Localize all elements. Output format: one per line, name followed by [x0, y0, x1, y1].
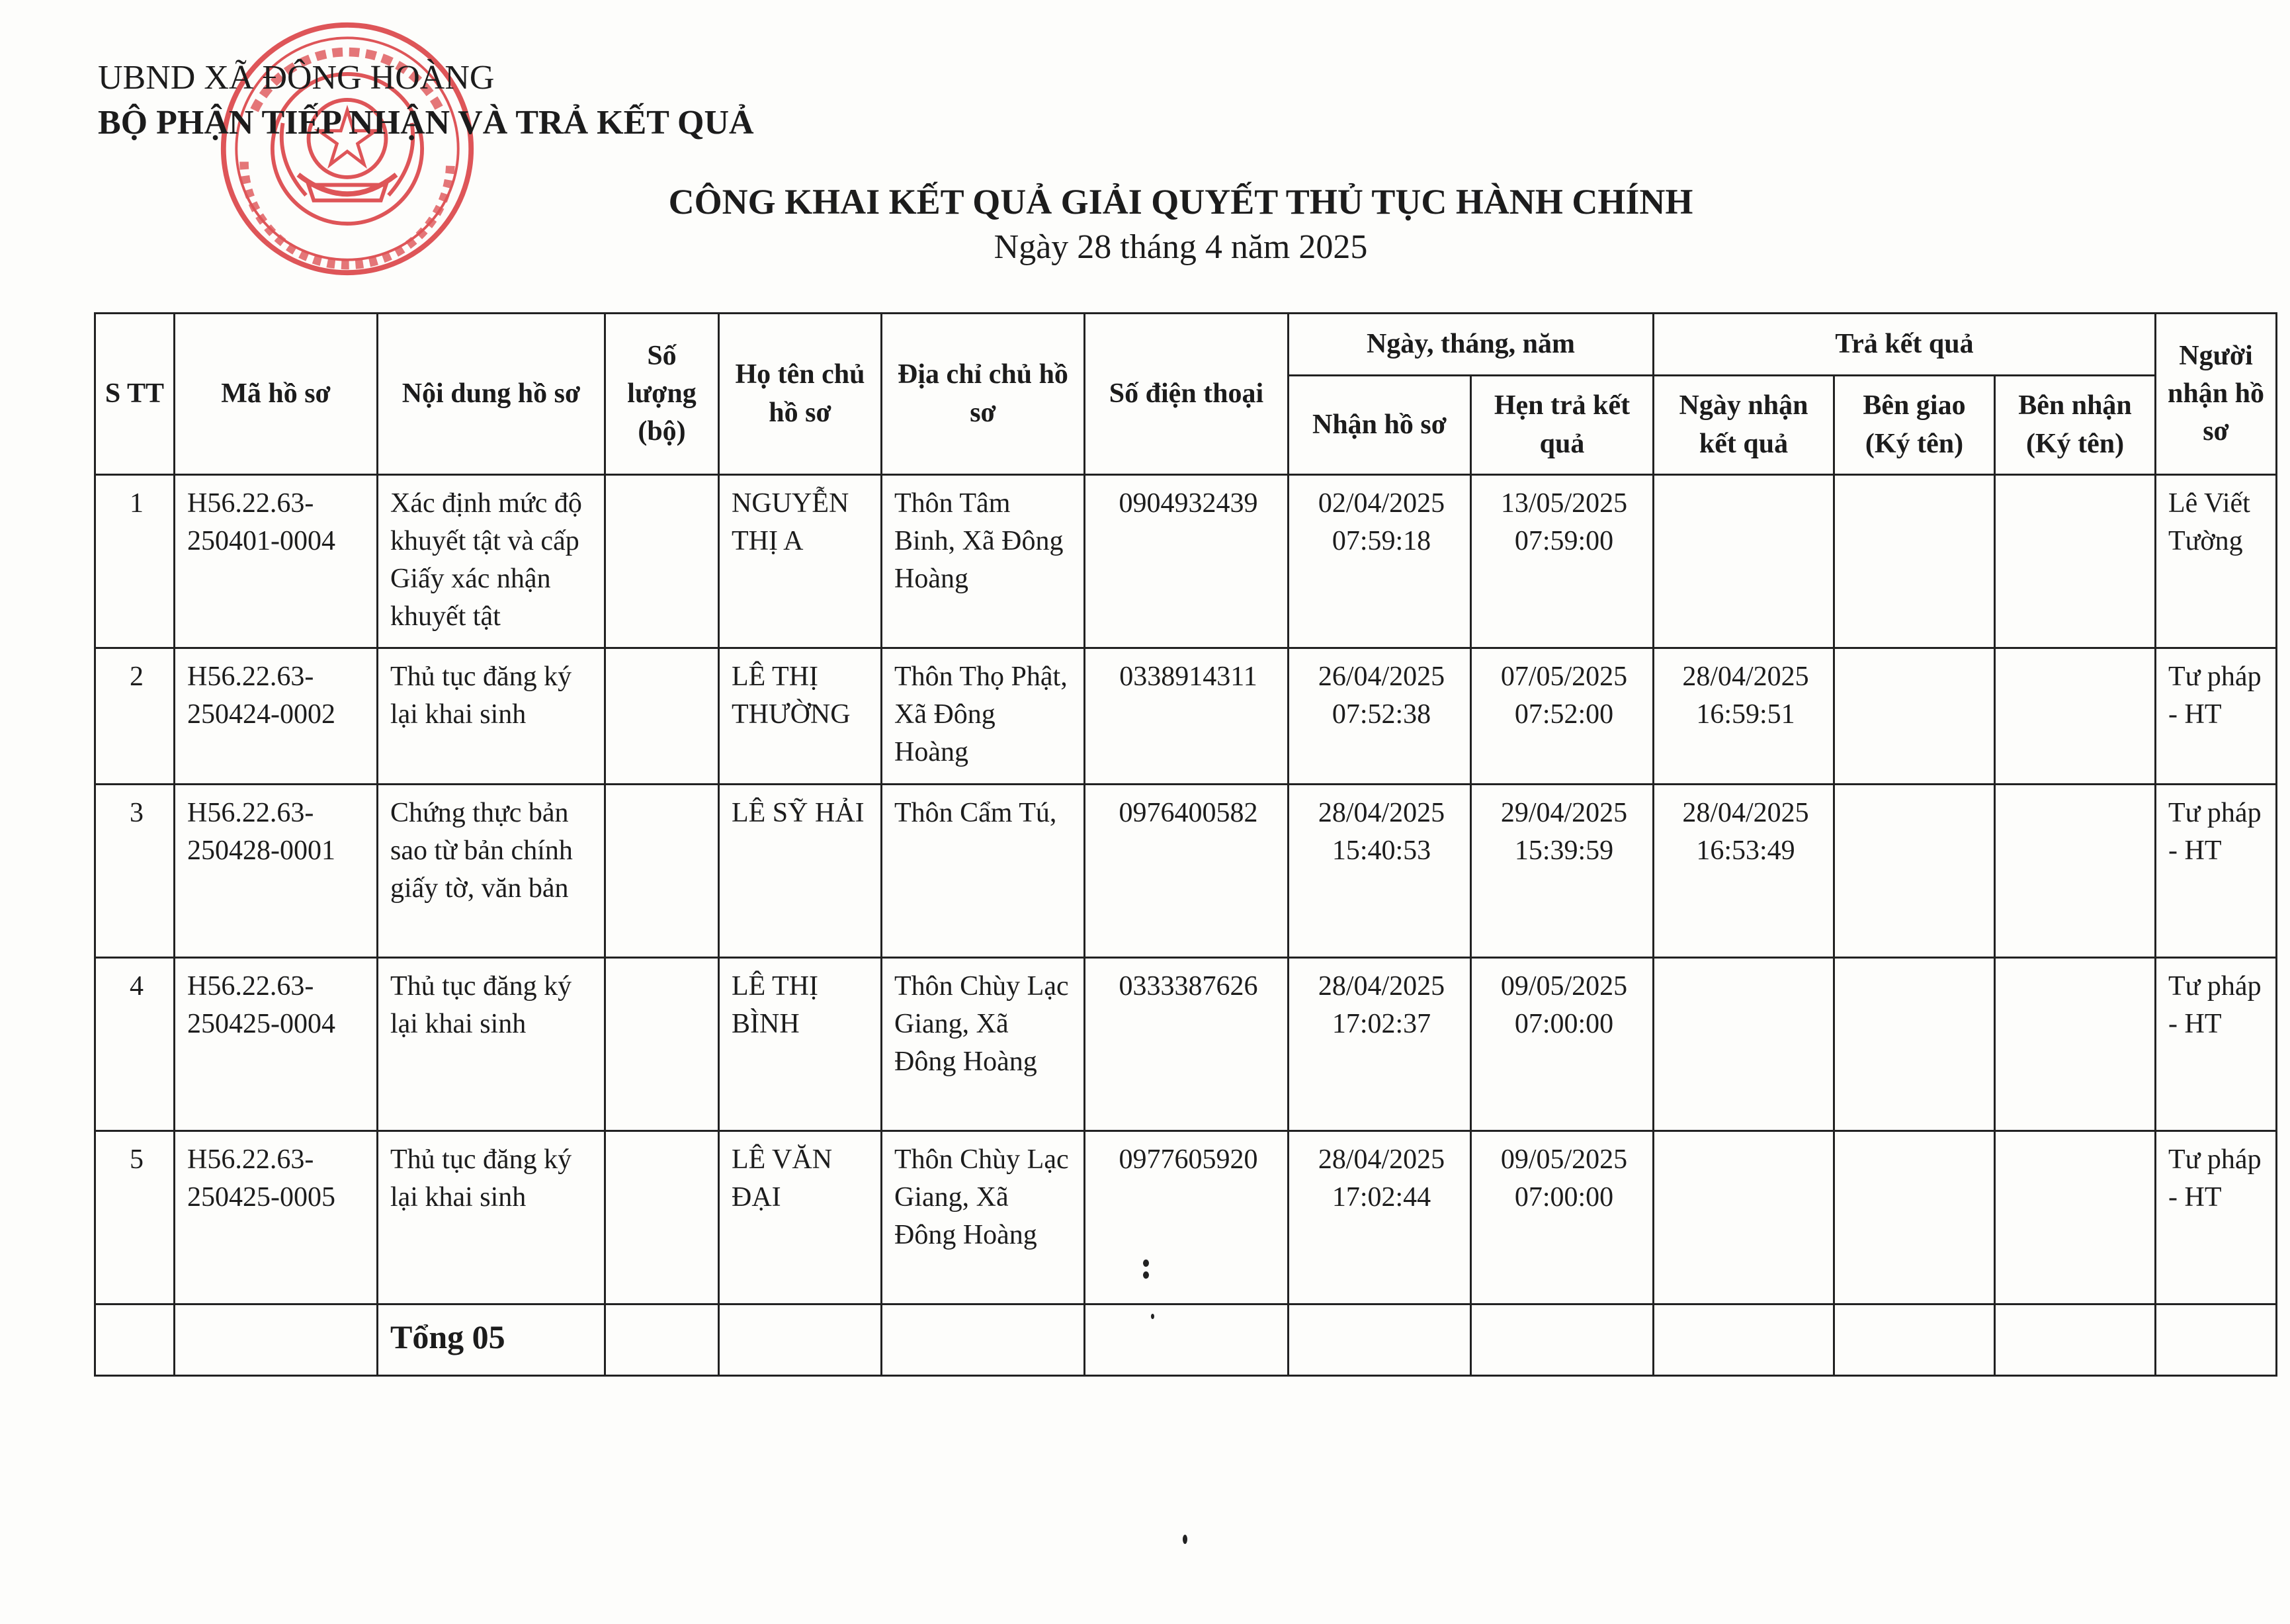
cell-so-dien-thoai: 0904932439	[1085, 475, 1289, 648]
header-so-luong: Số lượng (bộ)	[605, 314, 719, 475]
hen-date: 29/04/2025	[1500, 798, 1628, 828]
hen-date: 09/05/2025	[1500, 971, 1628, 1002]
hen-time: 07:52:00	[1514, 699, 1614, 730]
cell-ben-giao	[1834, 785, 1995, 958]
header-so-dien-thoai: Số điện thoại	[1085, 314, 1289, 475]
kq-time: 16:59:51	[1696, 699, 1795, 730]
cell-empty	[1471, 1304, 1654, 1376]
cell-so-dien-thoai: 0977605920	[1085, 1131, 1289, 1304]
cell-ma-ho-so: H56.22.63-250425-0005	[175, 1131, 378, 1304]
cell-ben-nhan	[1995, 785, 2156, 958]
header-dia-chi: Địa chỉ chủ hồ sơ	[882, 314, 1085, 475]
table-row	[95, 648, 2277, 785]
cell-ho-ten: NGUYỄN THỊ A	[719, 475, 882, 648]
cell-hen-tra	[1471, 1131, 1654, 1304]
document-title: CÔNG KHAI KẾT QUẢ GIẢI QUYẾT THỦ TỤC HÀNH CHÍNH	[668, 182, 1693, 222]
hen-time: 07:00:00	[1514, 1182, 1614, 1213]
department-name: BỘ PHẬN TIẾP NHẬN VÀ TRẢ KẾT QUẢ	[98, 104, 754, 142]
cell-nhan-ho-so	[1289, 648, 1471, 785]
cell-ben-nhan	[1995, 1131, 2156, 1304]
scan-speck	[1143, 1260, 1149, 1267]
nhan-time: 17:02:44	[1332, 1182, 1431, 1213]
nhan-date: 02/04/2025	[1318, 488, 1445, 519]
cell-empty	[95, 1304, 175, 1376]
nhan-date: 28/04/2025	[1318, 971, 1445, 1002]
header-ben-giao: Bên giao (Ký tên)	[1834, 376, 1995, 475]
nhan-date: 28/04/2025	[1318, 1144, 1445, 1175]
nhan-date: 26/04/2025	[1318, 662, 1445, 692]
nhan-date: 28/04/2025	[1318, 798, 1445, 828]
cell-ben-nhan	[1995, 475, 2156, 648]
hen-time: 07:00:00	[1514, 1009, 1614, 1040]
header-group-tra-ket-qua: Trả kết quả	[1654, 314, 2156, 376]
cell-ma-ho-so: H56.22.63-250424-0002	[175, 648, 378, 785]
header-hen-tra: Hẹn trả kết quả	[1471, 376, 1654, 475]
cell-empty	[175, 1304, 378, 1376]
cell-noi-dung: Thủ tục đăng ký lại khai sinh	[378, 1131, 605, 1304]
issuing-authority: UBND XÃ ĐÔNG HOÀNG	[98, 59, 495, 97]
cell-nguoi-nhan: Tư pháp - HT	[2156, 648, 2277, 785]
cell-ngay-nhan-ket-qua	[1654, 648, 1834, 785]
cell-dia-chi: Thôn Chùy Lạc Giang, Xã Đông Hoàng	[882, 1131, 1085, 1304]
kq-date: 28/04/2025	[1682, 662, 1809, 692]
cell-ma-ho-so: H56.22.63-250425-0004	[175, 958, 378, 1131]
cell-stt: 4	[95, 958, 175, 1131]
cell-so-dien-thoai: 0333387626	[1085, 958, 1289, 1131]
hen-date: 13/05/2025	[1500, 488, 1628, 519]
cell-nhan-ho-so	[1289, 475, 1471, 648]
cell-empty	[2156, 1304, 2277, 1376]
cell-empty	[1654, 1304, 1834, 1376]
cell-noi-dung: Thủ tục đăng ký lại khai sinh	[378, 648, 605, 785]
cell-ho-ten: LÊ THỊ THƯỜNG	[719, 648, 882, 785]
nhan-time: 17:02:37	[1332, 1009, 1431, 1040]
cell-empty	[1085, 1304, 1289, 1376]
cell-ngay-nhan-ket-qua	[1654, 785, 1834, 958]
cell-so-luong	[605, 1131, 719, 1304]
cell-empty	[1834, 1304, 1995, 1376]
cell-hen-tra	[1471, 785, 1654, 958]
hen-time: 15:39:59	[1514, 835, 1614, 867]
cell-empty	[1995, 1304, 2156, 1376]
document-date: Ngày 28 tháng 4 năm 2025	[994, 228, 1368, 266]
cell-dia-chi: Thôn Thọ Phật, Xã Đông Hoàng	[882, 648, 1085, 785]
cell-ho-ten: LÊ VĂN ĐẠI	[719, 1131, 882, 1304]
cell-so-luong	[605, 958, 719, 1131]
hen-time: 07:59:00	[1514, 526, 1614, 557]
cell-noi-dung: Xác định mức độ khuyết tật và cấp Giấy xác nhận khuyết tật	[378, 475, 605, 648]
cell-dia-chi: Thôn Tâm Binh, Xã Đông Hoàng	[882, 475, 1085, 648]
cell-ma-ho-so: H56.22.63-250401-0004	[175, 475, 378, 648]
cell-noi-dung: Chứng thực bản sao từ bản chính giấy tờ, văn bản	[378, 785, 605, 958]
cell-ho-ten: LÊ SỸ HẢI	[719, 785, 882, 958]
cell-nguoi-nhan: Lê Viết Tường	[2156, 475, 2277, 648]
cell-dia-chi: Thôn Chùy Lạc Giang, Xã Đông Hoàng	[882, 958, 1085, 1131]
nhan-time: 15:40:53	[1332, 835, 1431, 867]
table-row	[95, 1131, 2277, 1304]
hen-date: 07/05/2025	[1500, 662, 1628, 692]
nhan-time: 07:52:38	[1332, 699, 1431, 730]
header-noi-dung: Nội dung hồ sơ	[378, 314, 605, 475]
header-nguoi-nhan: Người nhận hồ sơ	[2156, 314, 2277, 475]
records-table	[94, 312, 2277, 1377]
kq-date: 28/04/2025	[1682, 798, 1809, 828]
header-nhan-ho-so: Nhận hồ sơ	[1289, 376, 1471, 475]
cell-ben-giao	[1834, 475, 1995, 648]
cell-ngay-nhan-ket-qua	[1654, 1131, 1834, 1304]
cell-empty	[882, 1304, 1085, 1376]
cell-ben-nhan	[1995, 648, 2156, 785]
header-ho-ten: Họ tên chủ hồ sơ	[719, 314, 882, 475]
cell-stt: 3	[95, 785, 175, 958]
header-stt: S TT	[95, 314, 175, 475]
cell-hen-tra	[1471, 475, 1654, 648]
cell-ben-nhan	[1995, 958, 2156, 1131]
cell-so-dien-thoai: 0976400582	[1085, 785, 1289, 958]
cell-stt: 5	[95, 1131, 175, 1304]
scan-speck	[1143, 1271, 1149, 1279]
cell-stt: 1	[95, 475, 175, 648]
cell-nguoi-nhan: Tư pháp - HT	[2156, 958, 2277, 1131]
table-row	[95, 958, 2277, 1131]
nhan-time: 07:59:18	[1332, 526, 1431, 557]
total-row	[95, 1304, 2277, 1376]
cell-noi-dung: Thủ tục đăng ký lại khai sinh	[378, 958, 605, 1131]
cell-hen-tra	[1471, 958, 1654, 1131]
cell-ma-ho-so: H56.22.63-250428-0001	[175, 785, 378, 958]
cell-ben-giao	[1834, 648, 1995, 785]
cell-ho-ten: LÊ THỊ BÌNH	[719, 958, 882, 1131]
cell-hen-tra	[1471, 648, 1654, 785]
cell-stt: 2	[95, 648, 175, 785]
cell-dia-chi: Thôn Cẩm Tú,	[882, 785, 1085, 958]
hen-date: 09/05/2025	[1500, 1144, 1628, 1175]
scan-speck	[1183, 1535, 1187, 1544]
cell-nguoi-nhan: Tư pháp - HT	[2156, 1131, 2277, 1304]
header-ngay-nhan-ket-qua: Ngày nhận kết quả	[1654, 376, 1834, 475]
cell-ngay-nhan-ket-qua	[1654, 958, 1834, 1131]
total-label: Tổng 05	[378, 1304, 605, 1376]
cell-nhan-ho-so	[1289, 1131, 1471, 1304]
cell-empty	[719, 1304, 882, 1376]
cell-nguoi-nhan: Tư pháp - HT	[2156, 785, 2277, 958]
cell-so-dien-thoai: 0338914311	[1085, 648, 1289, 785]
cell-empty	[605, 1304, 719, 1376]
cell-empty	[1289, 1304, 1471, 1376]
cell-ngay-nhan-ket-qua	[1654, 475, 1834, 648]
cell-nhan-ho-so	[1289, 958, 1471, 1131]
header-group-ngay: Ngày, tháng, năm	[1289, 314, 1654, 376]
table-row	[95, 785, 2277, 958]
cell-nhan-ho-so	[1289, 785, 1471, 958]
cell-so-luong	[605, 648, 719, 785]
table-row	[95, 475, 2277, 648]
header-ma-ho-so: Mã hồ sơ	[175, 314, 378, 475]
cell-so-luong	[605, 475, 719, 648]
cell-so-luong	[605, 785, 719, 958]
cell-ben-giao	[1834, 1131, 1995, 1304]
scan-speck	[1151, 1314, 1154, 1319]
header-ben-nhan: Bên nhận (Ký tên)	[1995, 376, 2156, 475]
kq-time: 16:53:49	[1696, 835, 1795, 867]
cell-ben-giao	[1834, 958, 1995, 1131]
